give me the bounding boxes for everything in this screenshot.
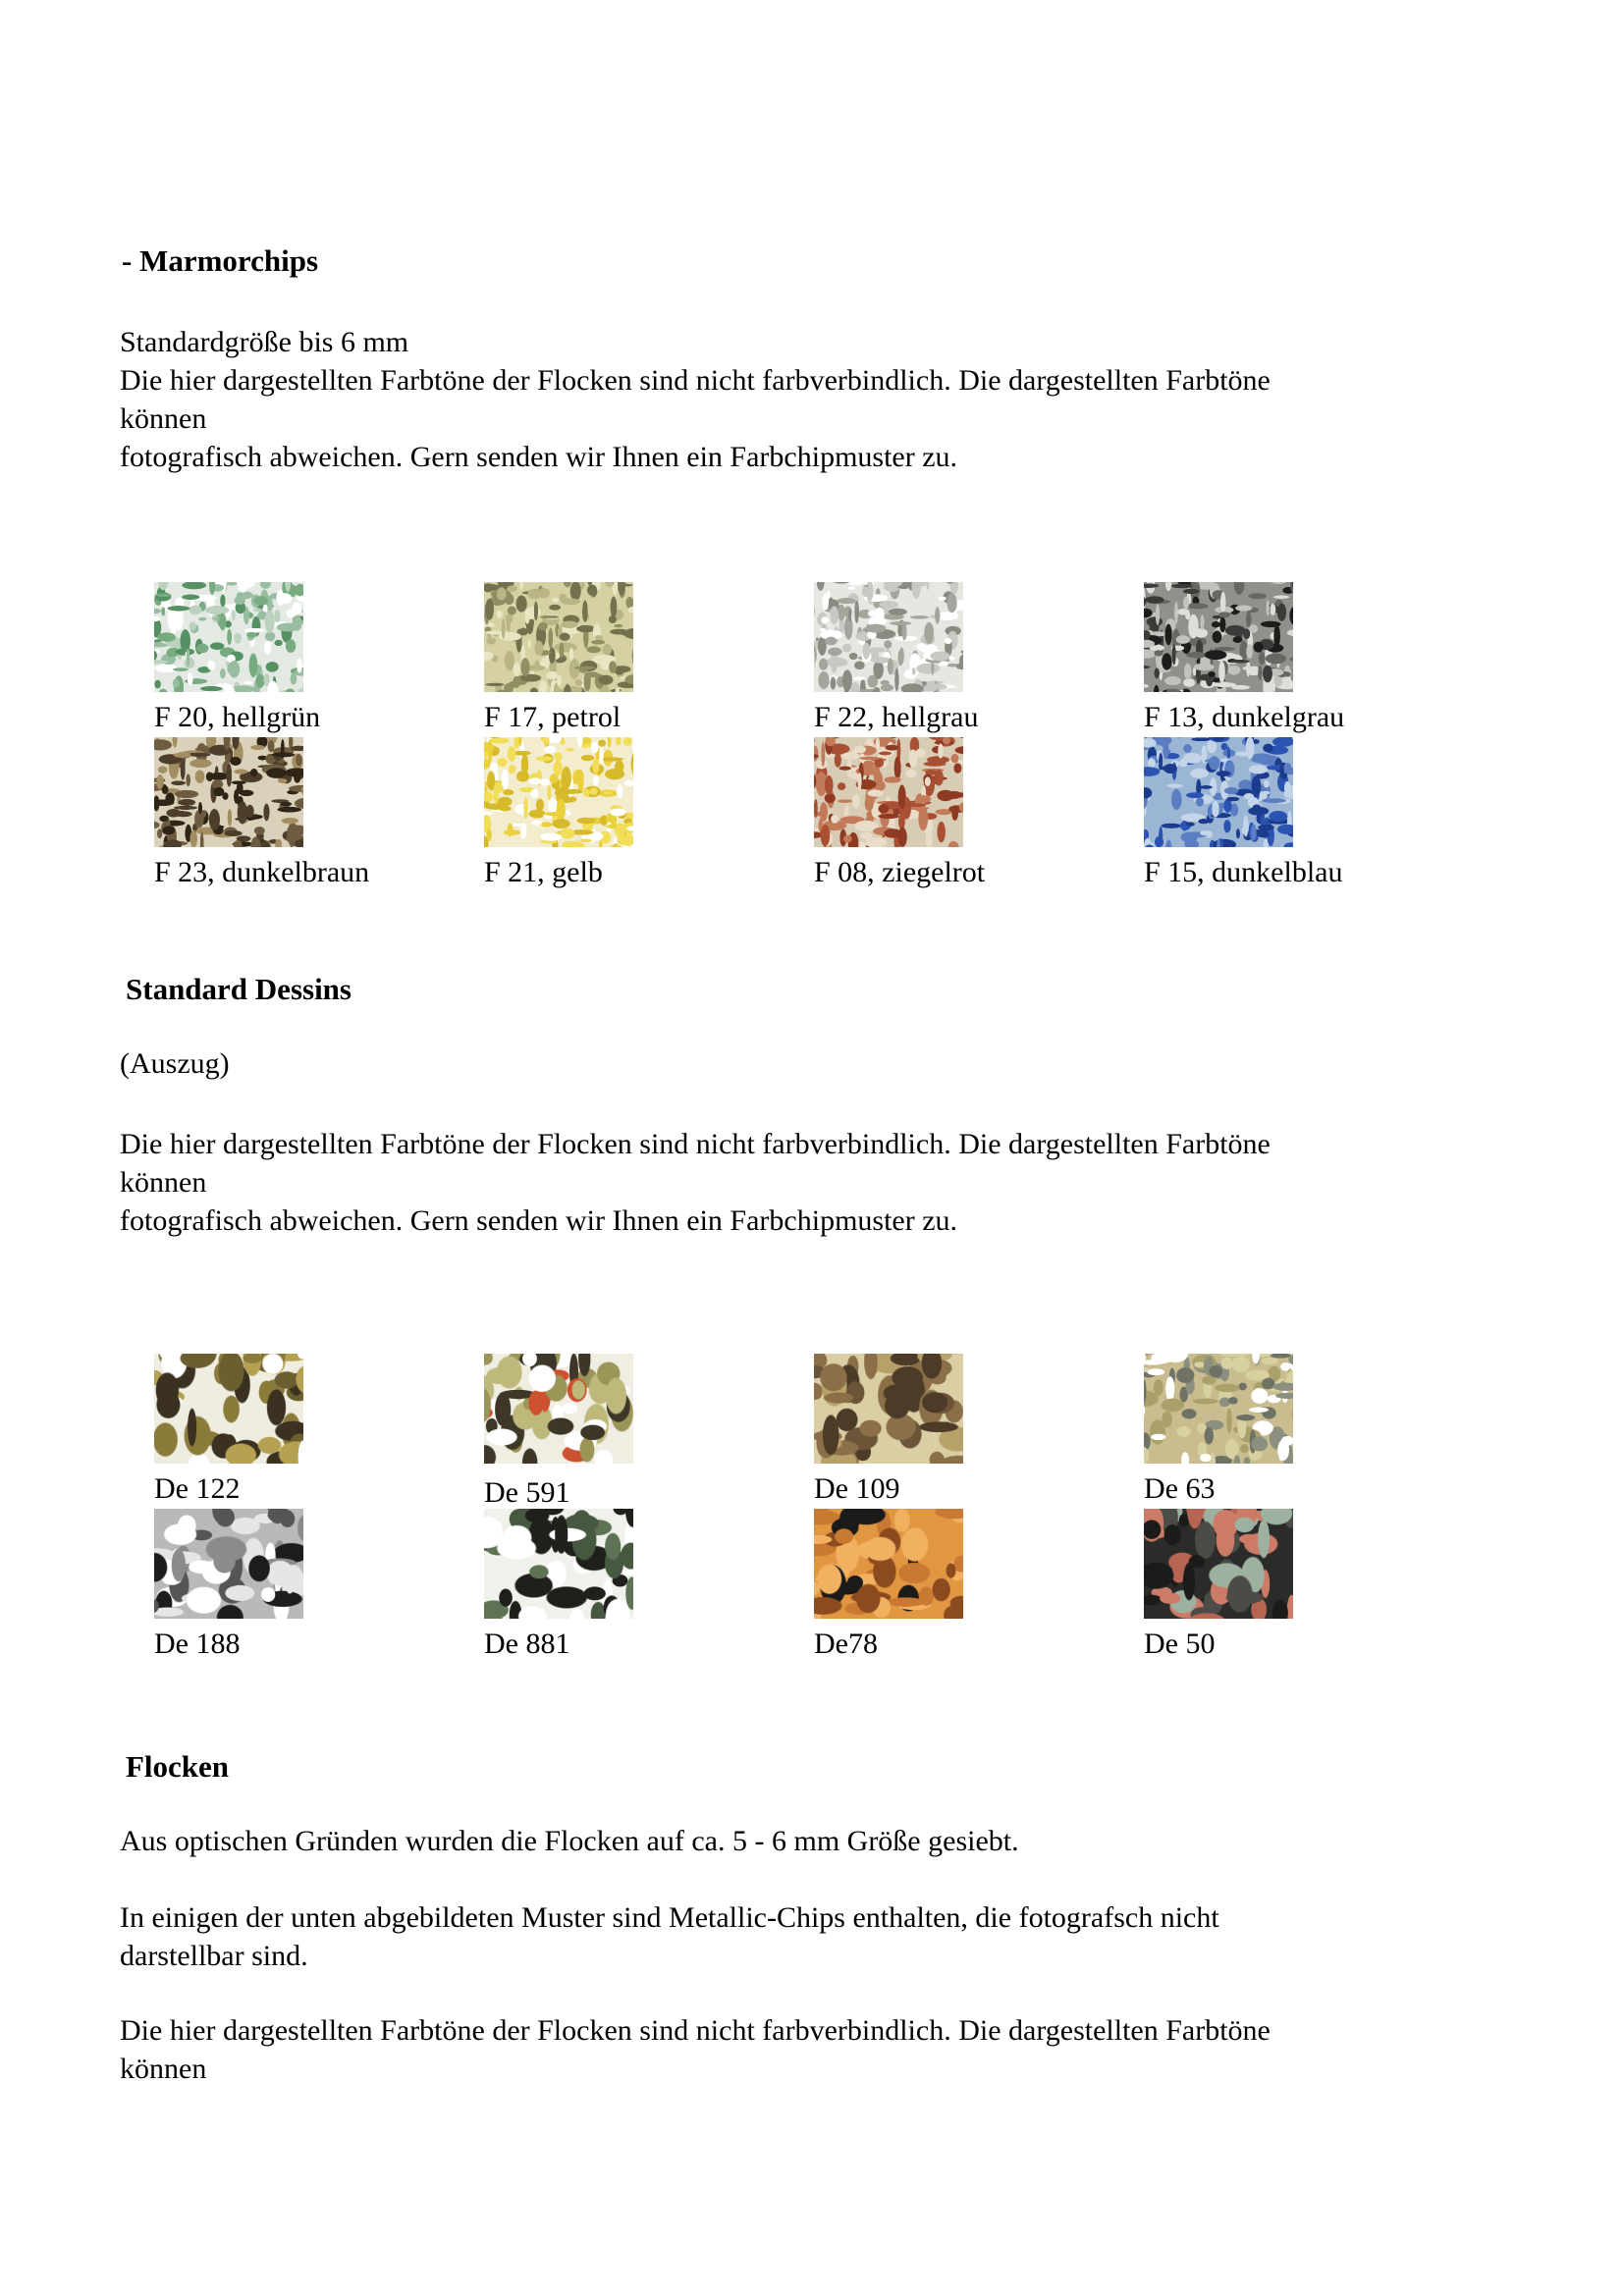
swatch-cell <box>1144 1509 1474 1664</box>
swatch-grid-marmorchips <box>154 582 1474 892</box>
intro-line: fotografisch abweichen. Gern senden wir Ihnen ein Farbchipmuster zu. <box>120 1204 958 1237</box>
swatch-label: F 20, hellgrün <box>154 701 321 733</box>
color-swatch-de50 <box>1144 1509 1293 1619</box>
intro-line: Die hier dargestellten Farbtöne der Flocken sind nicht farbverbindlich. Die dargestellten Farbtöne <box>120 1128 1271 1160</box>
swatch-label: De78 <box>814 1628 878 1660</box>
swatch-label: F 17, petrol <box>484 701 622 733</box>
swatch-label: De 591 <box>484 1476 570 1509</box>
intro-line: können <box>120 1166 207 1199</box>
dessins-intro <box>120 1125 1271 1240</box>
color-swatch-f20-hellgruen <box>154 582 303 692</box>
color-swatch-f22-hellgrau <box>814 582 963 692</box>
swatch-label: F 15, dunkelblau <box>1144 856 1343 888</box>
swatch-label: De 109 <box>814 1472 900 1505</box>
color-swatch-f08-ziegelrot <box>814 737 963 847</box>
paragraph-line: In einigen der unten abgebildeten Muster sind Metallic-Chips enthalten, die fotografsch nicht <box>120 1901 1219 1934</box>
swatch-label: F 08, ziegelrot <box>814 856 986 888</box>
marmorchips-intro <box>120 323 1271 476</box>
swatch-label: De 122 <box>154 1472 241 1505</box>
color-swatch-de122 <box>154 1354 303 1464</box>
swatch-label: F 23, dunkelbraun <box>154 856 370 888</box>
color-swatch-de109 <box>814 1354 963 1464</box>
swatch-cell <box>814 737 1144 892</box>
color-swatch-de591 <box>484 1354 633 1464</box>
paragraph-line: können <box>120 2053 207 2085</box>
intro-line: Die hier dargestellten Farbtöne der Flocken sind nicht farbverbindlich. Die dargestellten Farbtöne <box>120 364 1271 397</box>
swatch-label: De 881 <box>484 1628 570 1660</box>
swatch-cell <box>484 582 814 737</box>
swatch-cell <box>814 1354 1144 1509</box>
paragraph-line: darstellbar sind. <box>120 1940 308 1972</box>
color-swatch-de881 <box>484 1509 633 1619</box>
swatch-cell <box>154 582 484 737</box>
swatch-cell <box>154 1354 484 1509</box>
swatch-cell <box>814 582 1144 737</box>
swatch-cell <box>1144 582 1474 737</box>
swatch-label: De 63 <box>1144 1472 1216 1505</box>
swatch-cell <box>484 1509 814 1664</box>
swatch-cell <box>484 737 814 892</box>
color-swatch-f13-dunkelgrau <box>1144 582 1293 692</box>
color-swatch-f23-dunkelbraun <box>154 737 303 847</box>
swatch-cell <box>814 1509 1144 1664</box>
flocken-paragraph-3 <box>120 2011 1271 2088</box>
color-swatch-de188 <box>154 1509 303 1619</box>
swatch-grid-dessins <box>154 1354 1474 1664</box>
heading-flocken: Flocken <box>126 1749 230 1784</box>
swatch-cell <box>1144 737 1474 892</box>
subheading-auszug: (Auszug) <box>120 1047 230 1080</box>
color-swatch-f17-petrol <box>484 582 633 692</box>
color-swatch-de63 <box>1144 1354 1293 1464</box>
swatch-cell <box>154 737 484 892</box>
flocken-paragraph-1: Aus optischen Gründen wurden die Flocken auf ca. 5 - 6 mm Größe gesiebt. <box>120 1825 1019 1857</box>
color-swatch-f15-dunkelblau <box>1144 737 1293 847</box>
color-swatch-f21-gelb <box>484 737 633 847</box>
swatch-label: F 22, hellgrau <box>814 701 979 733</box>
swatch-label: F 21, gelb <box>484 856 603 888</box>
swatch-cell <box>154 1509 484 1664</box>
swatch-label: De 50 <box>1144 1628 1216 1660</box>
heading-standard-dessins: Standard Dessins <box>126 972 352 1006</box>
intro-line: Standardgröße bis 6 mm <box>120 326 409 358</box>
flocken-paragraph-2 <box>120 1898 1219 1975</box>
heading-marmorchips: - Marmorchips <box>122 243 319 278</box>
intro-line: fotografisch abweichen. Gern senden wir Ihnen ein Farbchipmuster zu. <box>120 441 958 473</box>
swatch-cell <box>484 1354 814 1509</box>
swatch-cell <box>1144 1354 1474 1509</box>
swatch-label: F 13, dunkelgrau <box>1144 701 1345 733</box>
color-swatch-de78 <box>814 1509 963 1619</box>
swatch-label: De 188 <box>154 1628 241 1660</box>
intro-line: können <box>120 402 207 435</box>
paragraph-line: Die hier dargestellten Farbtöne der Flocken sind nicht farbverbindlich. Die dargestellten Farbtöne <box>120 2014 1271 2047</box>
